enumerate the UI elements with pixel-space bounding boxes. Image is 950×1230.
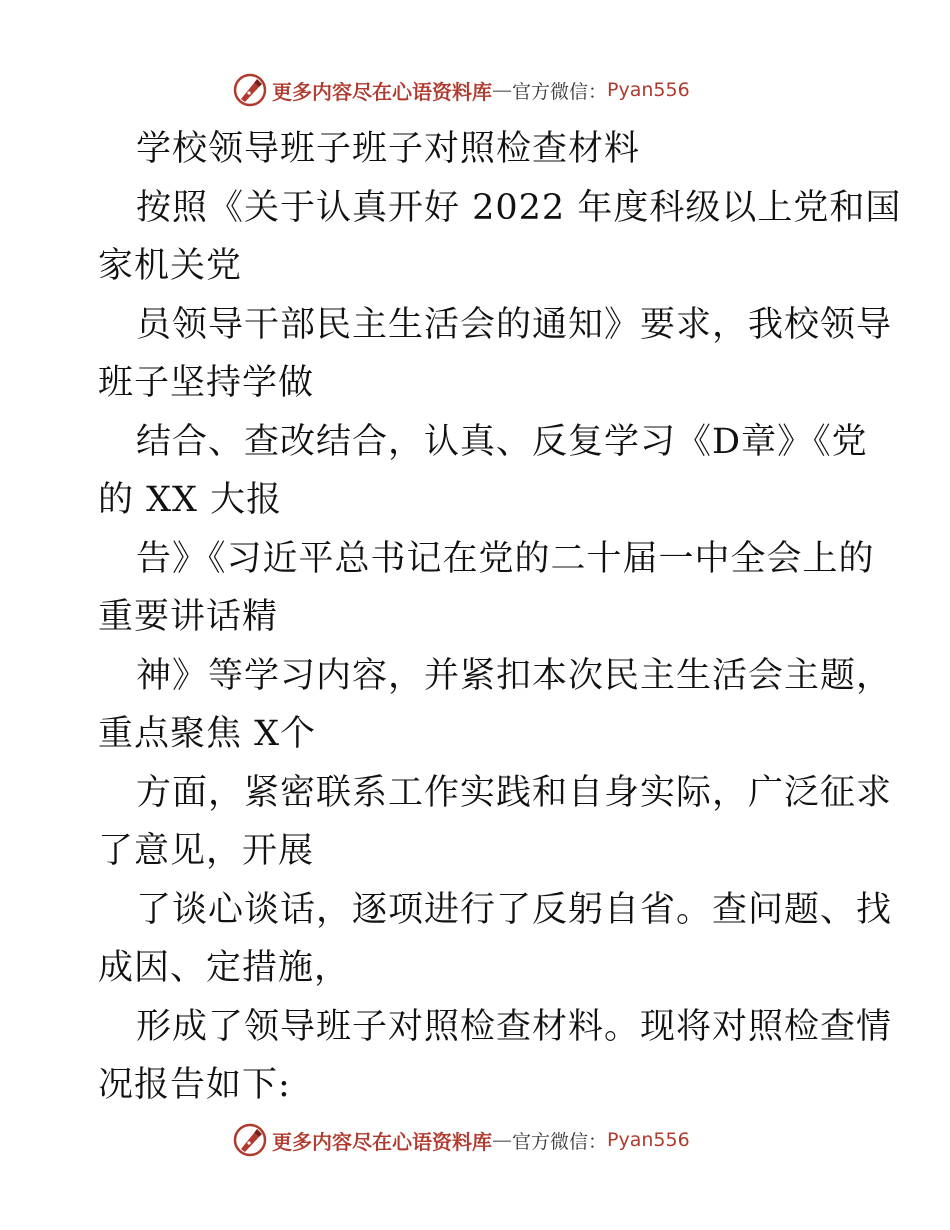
header-banner [232, 70, 690, 110]
paragraph-line: 重要讲话精 [98, 597, 279, 637]
paragraph-line: 重点聚焦 X个 [98, 714, 317, 754]
wechat-label: 官方微信： [512, 80, 608, 103]
paragraph-line: 员领导干部民主生活会的通知》要求，我校领导 [136, 304, 893, 345]
banner-separator: — [492, 78, 512, 102]
paragraph-line: 按照《关于认真开好 2022 年度科级以上党和国 [136, 187, 902, 228]
pen-nib-icon [232, 1122, 268, 1158]
paragraph-line: 了意见，开展 [98, 831, 315, 871]
paragraph-line: 况报告如下: [98, 1065, 291, 1105]
paragraph-line: 了谈心谈话，逐项进行了反躬自省。查问题、找 [136, 889, 893, 930]
paragraph-line: 形成了领导班子对照检查材料。现将对照检查情 [136, 1006, 893, 1047]
paragraph-line: 成因、定措施， [98, 948, 351, 988]
wechat-label: 官方微信： [512, 1130, 608, 1153]
paragraph-line: 班子坚持学做 [98, 363, 315, 403]
document-title: 学校领导班子班子对照检查材料 [136, 129, 641, 169]
footer-banner [232, 1120, 690, 1160]
paragraph-line: 告》《习近平总书记在党的二十届一中全会上的 [136, 538, 875, 579]
pen-nib-icon [232, 72, 268, 108]
promo-text: 更多内容尽在心语资料库 [272, 79, 492, 104]
paragraph-line: 家机关党 [98, 246, 243, 286]
document-body [98, 120, 902, 1115]
wechat-id: Pyan556 [607, 1129, 690, 1151]
wechat-id: Pyan556 [607, 79, 690, 101]
paragraph-line: 方面，紧密联系工作实践和自身实际，广泛征求 [136, 772, 893, 813]
paragraph-line: 结合、查改结合，认真、反复学习《D章》《党 [136, 421, 868, 462]
paragraph-line: 神》等学习内容，并紧扣本次民主生活会主题， [136, 655, 893, 696]
banner-separator: — [492, 1128, 512, 1152]
paragraph-line: 的 XX 大报 [98, 480, 283, 520]
promo-text: 更多内容尽在心语资料库 [272, 1129, 492, 1154]
